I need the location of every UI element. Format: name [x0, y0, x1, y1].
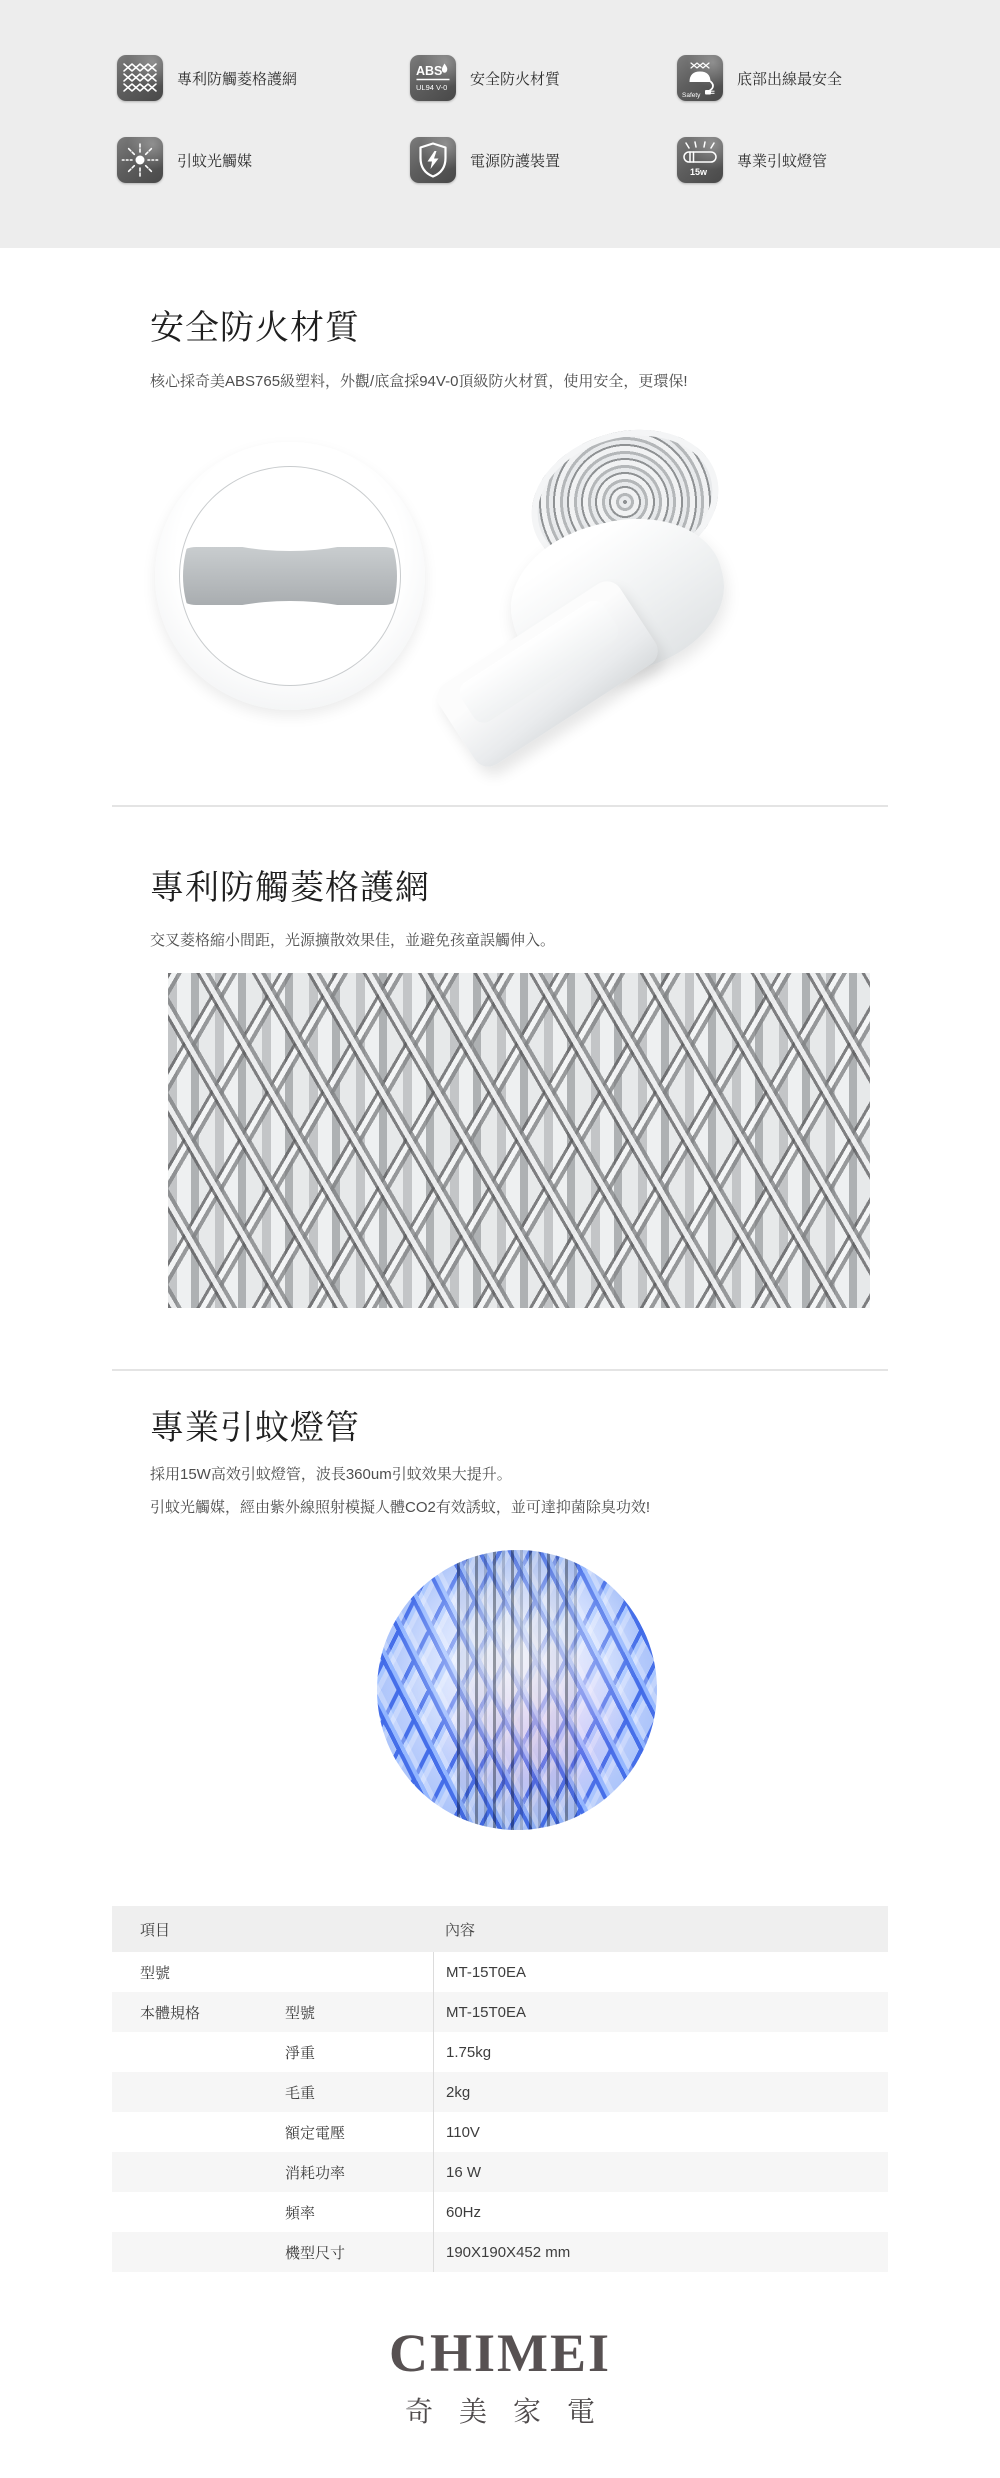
disc-grip-bottom [183, 601, 397, 682]
spec-header-content: 內容 [445, 1921, 476, 1939]
table-row: 額定電壓 110V [112, 2112, 888, 2152]
section-body-lamp-line1: 採用15W高效引蚊燈管，波長360um引蚊效果大提升。 [150, 1466, 512, 1483]
feature-power-protection [410, 137, 560, 183]
table-row: 頻率 60Hz [112, 2192, 888, 2232]
disc-grip-top [183, 470, 397, 551]
feature-lamp-tube [677, 137, 827, 183]
lamp-tube-icon [677, 137, 723, 183]
feature-label: 底部出線最安全 [737, 70, 843, 88]
table-row: 型號 MT-15T0EA [112, 1952, 888, 1992]
wattage-icon-text: 15w [690, 167, 708, 177]
section-title-mesh: 專利防觸菱格護網 [150, 869, 430, 907]
section-title-fireproof: 安全防火材質 [150, 309, 360, 347]
table-row: 淨重 1.75kg [112, 2032, 888, 2072]
section-body-fireproof: 核心採奇美ABS765級塑料，外觀/底盒採94V-0頂級防火材質，使用安全，更環保! [150, 373, 688, 390]
feature-fireproof [410, 55, 560, 101]
section-divider [112, 1369, 888, 1371]
feature-patent-mesh [117, 55, 297, 101]
table-row: 消耗功率 16 W [112, 2152, 888, 2192]
diamond-mesh-icon [117, 55, 163, 101]
feature-band [0, 0, 1000, 248]
section-body-lamp-line2: 引蚊光觸媒，經由紫外線照射模擬人體CO2有效誘蚊，並可達抑菌除臭功效! [150, 1499, 651, 1516]
product-photo-base-views [112, 430, 888, 792]
bottom-cord-safety-icon [677, 55, 723, 101]
spec-table-header-row [112, 1906, 888, 1952]
table-row: 機型尺寸 190X190X452 mm [112, 2232, 888, 2272]
brand-logo-text: CHIMEI [388, 2323, 611, 2383]
table-row: 毛重 2kg [112, 2072, 888, 2112]
lamp-tube-core [457, 1550, 577, 1830]
section-divider [112, 805, 888, 807]
blue-lamp-ball-image [377, 1550, 657, 1830]
safety-icon-text: Safety [682, 92, 701, 99]
disc-handle [183, 547, 397, 605]
mesh-closeup-image [168, 973, 870, 1308]
lamp-base-tray-image [452, 430, 762, 780]
light-rays-icon [117, 137, 163, 183]
abs-icon-text: ABS [416, 64, 443, 78]
table-row: 本體規格 型號 MT-15T0EA [112, 1992, 888, 2032]
feature-label: 專業引蚊燈管 [737, 152, 828, 170]
abs-fireproof-icon [410, 55, 456, 101]
feature-label: 電源防護裝置 [470, 152, 561, 170]
section-title-lamp: 專業引蚊燈管 [150, 1409, 360, 1447]
feature-bottom-cord [677, 55, 842, 101]
spec-table [112, 1906, 888, 2272]
brand-logo-chinese: 奇美家電 [404, 2396, 621, 2427]
disc-inner [183, 470, 397, 682]
lamp-bottom-disc-image [155, 442, 425, 710]
section-body-lamp [150, 1458, 650, 1524]
feature-photocatalyst [117, 137, 252, 183]
feature-label: 安全防火材質 [470, 70, 561, 88]
ul94-icon-text: UL94 V-0 [416, 83, 448, 92]
feature-label: 專利防觸菱格護網 [177, 70, 298, 88]
feature-label: 引蚊光觸媒 [177, 152, 253, 170]
section-body-mesh: 交叉菱格縮小間距，光源擴散效果佳，並避免孩童誤觸伸入。 [150, 932, 556, 949]
spec-header-item: 項目 [140, 1921, 171, 1939]
footer-brand [0, 2322, 1000, 2430]
shield-lightning-icon [410, 137, 456, 183]
